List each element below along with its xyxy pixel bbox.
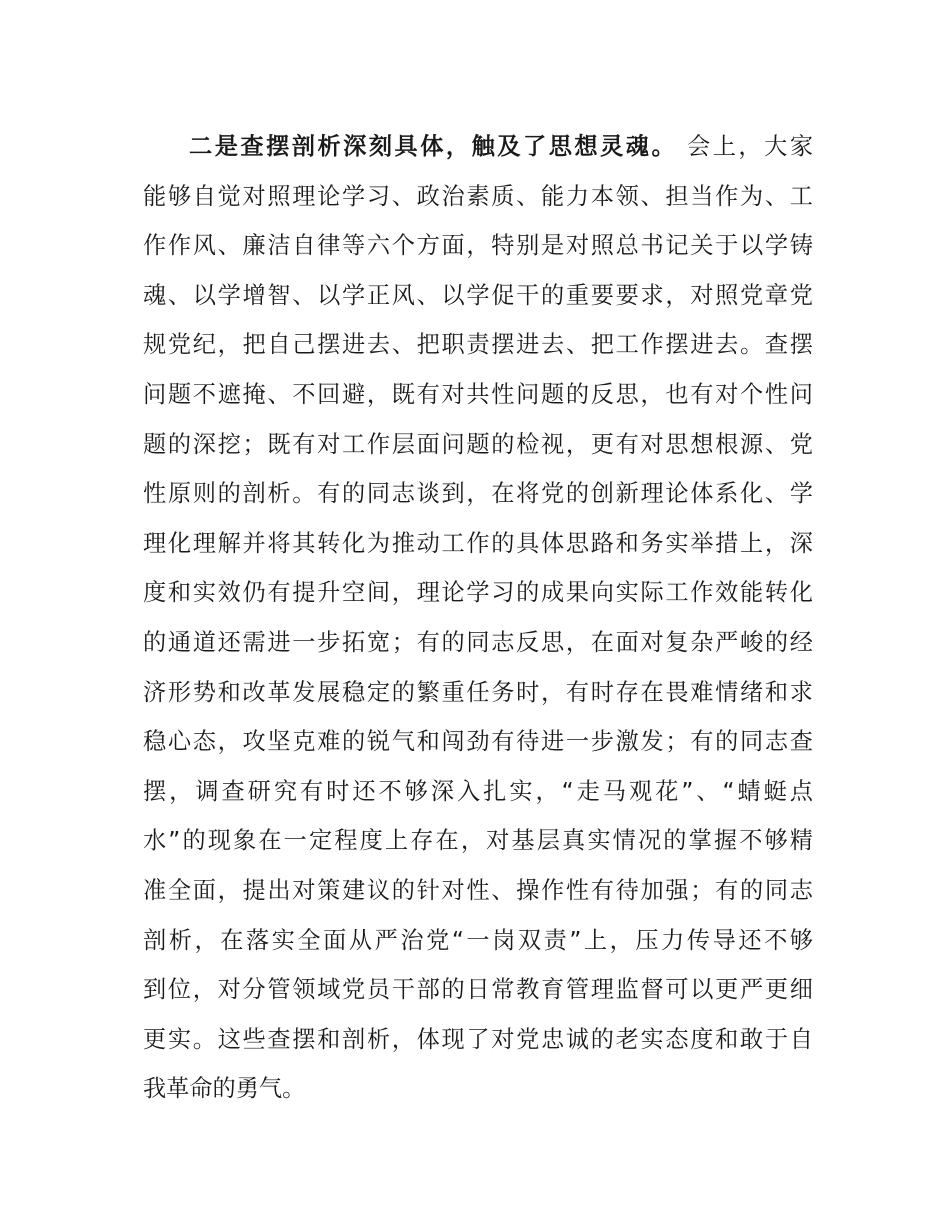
line-text: 会上，大家	[677, 133, 813, 160]
paragraph-line-18: 到位，对分管领域党员干部的日常教育管理监督可以更严更细	[143, 976, 813, 1004]
paragraph-line-5: 规党纪，把自己摆进去、把职责摆进去、把工作摆进去。查摆	[143, 331, 813, 359]
paragraph-line-6: 问题不遮掩、不回避，既有对共性问题的反思，也有对个性问	[143, 380, 813, 408]
paragraph-line-10: 度和实效仍有提升空间，理论学习的成果向实际工作效能转化	[143, 579, 813, 607]
paragraph-line-1	[143, 122, 813, 172]
paragraph-line-11: 的通道还需进一步拓宽；有的同志反思，在面对复杂严峻的经	[143, 628, 813, 656]
paragraph-line-13: 稳心态，攻坚克难的锐气和闯劲有待进一步激发；有的同志查	[143, 728, 813, 756]
paragraph-line-2: 能够自觉对照理论学习、政治素质、能力本领、担当作为、工	[143, 182, 813, 210]
paragraph-line-12: 济形势和改革发展稳定的繁重任务时，有时存在畏难情绪和求	[143, 678, 813, 706]
body-paragraph	[143, 122, 813, 1114]
paragraph-line-20: 我革命的勇气。	[143, 1075, 306, 1103]
paragraph-line-17: 剖析，在落实全面从严治党“一岗双责”上，压力传导还不够	[143, 926, 813, 954]
lead-sentence: 二是查摆剖析深刻具体，触及了思想灵魂。	[189, 133, 678, 160]
paragraph-line-3: 作作风、廉洁自律等六个方面，特别是对照总书记关于以学铸	[143, 232, 813, 260]
paragraph-line-14: 摆，调查研究有时还不够深入扎实，“走马观花”、“蜻蜓点	[143, 777, 813, 805]
paragraph-line-9: 理化理解并将其转化为推动工作的具体思路和务实举措上，深	[143, 529, 813, 557]
paragraph-line-15: 水”的现象在一定程度上存在，对基层真实情况的掌握不够精	[143, 827, 813, 855]
paragraph-line-16: 准全面，提出对策建议的针对性、操作性有待加强；有的同志	[143, 876, 813, 904]
paragraph-line-4: 魂、以学增智、以学正风、以学促干的重要要求，对照党章党	[143, 281, 813, 309]
paragraph-line-8: 性原则的剖析。有的同志谈到，在将党的创新理论体系化、学	[143, 480, 813, 508]
paragraph-line-19: 更实。这些查摆和剖析，体现了对党忠诚的老实态度和敢于自	[143, 1025, 813, 1053]
paragraph-line-7: 题的深挖；既有对工作层面问题的检视，更有对思想根源、党	[143, 430, 813, 458]
